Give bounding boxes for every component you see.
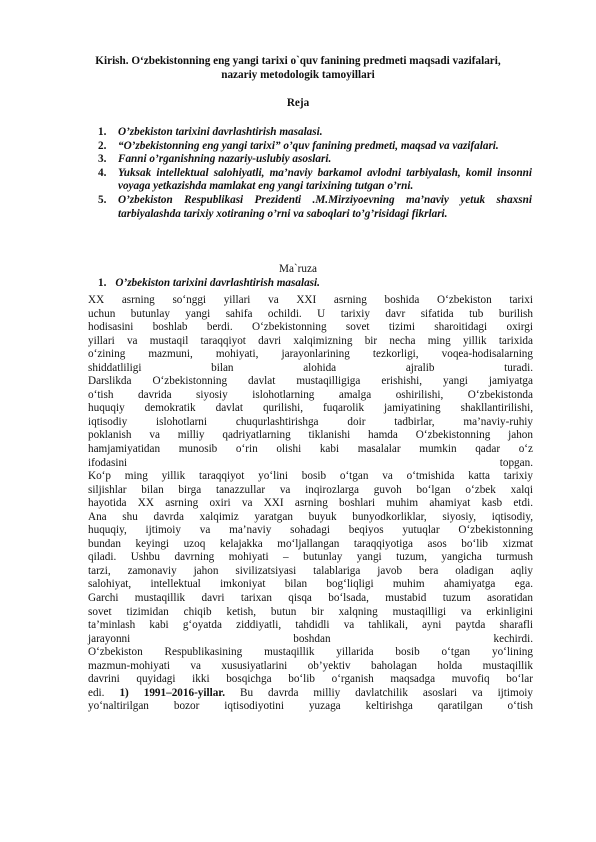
body-line: o‘tish davrida siyosiy islohotlarning amalga oshirilishi, O‘zbekistonda [88,388,533,401]
body-line: Garchi mustaqillik davri tarixan qisqa bo‘lsada, mustabid tuzum asoratidan [88,592,533,605]
body-line: qiladi. Ushbu davrning mohiyati – butunlay yangi tuzum, yangicha turmush [88,551,533,564]
plan-item-text: O’zbekiston Respublikasi Prezidenti .M.Mirziyoevning ma’naviy yetuk shaxsni tarbiyalashda tarixiy xotiraning o’rni va saboqlari to’g’risidagi fikrlari. [118,193,532,220]
plan-item [92,153,532,167]
body-line: o‘zining mazmuni, mohiyati, jarayonlarining tezkorligi, voqea-hodisalarning [88,348,533,361]
plan-item-number: 4. [98,166,107,179]
body-line: sovet tizimidan chiqib ketish, butun bir xalqning mustaqilligi va erkinligini [88,605,533,618]
body-line: huquqiy demokratik davlat qurilishi, fuqarolik jamiyatining shakllantirilishi, [88,402,533,415]
body-line: ifodasini topgan. [88,456,533,469]
body-line: shiddatliligi bilan alohida ajralib turadi. [88,361,533,374]
body-line: salohiyat, intellektual imkoniyat bilan bog‘liqligi muhim ahamiyatga ega. [88,578,533,591]
plan-item-text: “O’zbekistonning eng yangi tarixi” o’quv fanining predmeti, maqsad va vazifalari. [118,139,499,152]
body-line: hamjamiyatidan munosib o‘rin olishi kabi masalalar mumkin qadar o‘z [88,443,533,456]
title-line-2: nazariy metodologik tamoyillari [221,68,375,81]
document-title [60,55,536,82]
body-text [88,294,533,714]
plan-item-text: O’zbekiston tarixini davrlashtirish masalasi. [118,126,323,138]
body-line: iqtisodiy islohotlarni chuqurlashtirishga doir tadbirlar, ma’naviy-ruhiy [88,415,533,428]
title-line-1: Kirish. O‘zbekistonning eng yangi tarixi o`quv fanining predmeti maqsadi vazifalari, [95,55,501,67]
period-label: 1) 1991–2016-yillar. [119,686,226,699]
plan-heading: Reja [286,97,310,109]
body-line: uchun butunlay yangi sahifa ochildi. U tarixiy davr sifatida tub burilish [88,307,533,320]
body-line [88,687,533,701]
plan-item [92,140,532,154]
plan-item-text: Fanni o’rganishning nazariy-uslubiy asoslari. [118,153,332,166]
body-line: yillari va mustaqil taraqqiyot davri xalqimizning bir necha ming yillik tarixida [88,334,533,347]
plan-item [92,126,532,140]
body-line-part: edi. [88,686,120,699]
plan-item-number: 5. [98,193,107,206]
body-line: ta’minlash kabi g‘oyatda ziddiyatli, tahdidli va tahlikali, ayni paytda sharafli [88,619,533,632]
body-line: XX asrning so‘nggi yillari va XXI asrning boshida O‘zbekiston tarixi [88,294,533,306]
body-line: Darslikda O‘zbekistonning davlat mustaqilligiga erishishi, yangi jamiyatga [88,375,533,388]
plan-item [92,194,532,221]
plan-item [92,167,532,194]
body-line: siljishlar bilan birga tanazzullar va inqirozlarga guvoh bo‘lgan o‘zbek xalqi [88,483,533,496]
body-line: hodisasini boshlab berdi. O‘zbekistonning sovet tizimi sharoitidagi oxirgi [88,321,533,334]
body-line: davrini quyidagi ikki bosqichga bo‘lib o‘rganish maqsadga muvofiq bo‘lar [88,673,533,686]
body-line: Ana shu davrda xalqimiz yaratgan buyuk bunyodkorliklar, siyosiy, iqtisodiy, [88,510,533,523]
body-line: jarayonni boshdan kechirdi. [88,632,533,645]
section-title: O’zbekiston tarixini davrlashtirish masalasi. [115,277,320,289]
section-number: 1. [98,277,107,289]
body-line: poklanish va milliy qadriyatlarning tiklanishi hamda O‘zbekistonning jahon [88,429,533,442]
plan-item-text: Yuksak intellektual salohiyatli, ma’naviy barkamol avlodni tarbiyalash, komil insonni voyaga yetkazishda mamlakat eng yangi tarixining tutgan o’rni. [118,166,532,193]
body-line: tarzi, zamonaviy jahon sivilizatsiyasi talablariga javob bera oladigan aqliy [88,564,533,577]
body-line-part: Bu davrda milliy davlatchilik asoslari va ijtimoiy [225,686,534,699]
body-line: bundan keyingi uzoq kelajakka mo‘ljallangan taraqqiyotiga asos bo‘lib xizmat [88,537,533,550]
plan-item-number: 3. [98,153,107,166]
body-line: huquqiy, ijtimoiy va ma’naviy sohadagi beqiyos yutuqlar O‘zbekistonning [88,524,533,537]
body-line: hayotida XX asrning oxiri va XXI asrning boshlari muhim ahamiyat kasb etdi. [88,497,533,510]
body-line: yo‘naltirilgan bozor iqtisodiyotini yuzaga keltirishga qaratilgan o‘tish [88,700,533,713]
body-line: Ko‘p ming yillik taraqqiyot yo‘lini bosib o‘tgan va o‘tmishida katta tarixiy [88,470,533,483]
lecture-heading: Ma`ruza [279,263,317,275]
plan-item-number: 1. [98,126,107,138]
plan-item-number: 2. [98,139,107,152]
body-line: mazmun-mohiyati va xususiyatlarini ob’yektiv baholagan holda mustaqillik [88,659,533,672]
section-heading [98,277,320,289]
plan-list [92,126,532,221]
body-line: O‘zbekiston Respublikasining mustaqillik yillarida bosib o‘tgan yo‘lining [88,646,533,659]
